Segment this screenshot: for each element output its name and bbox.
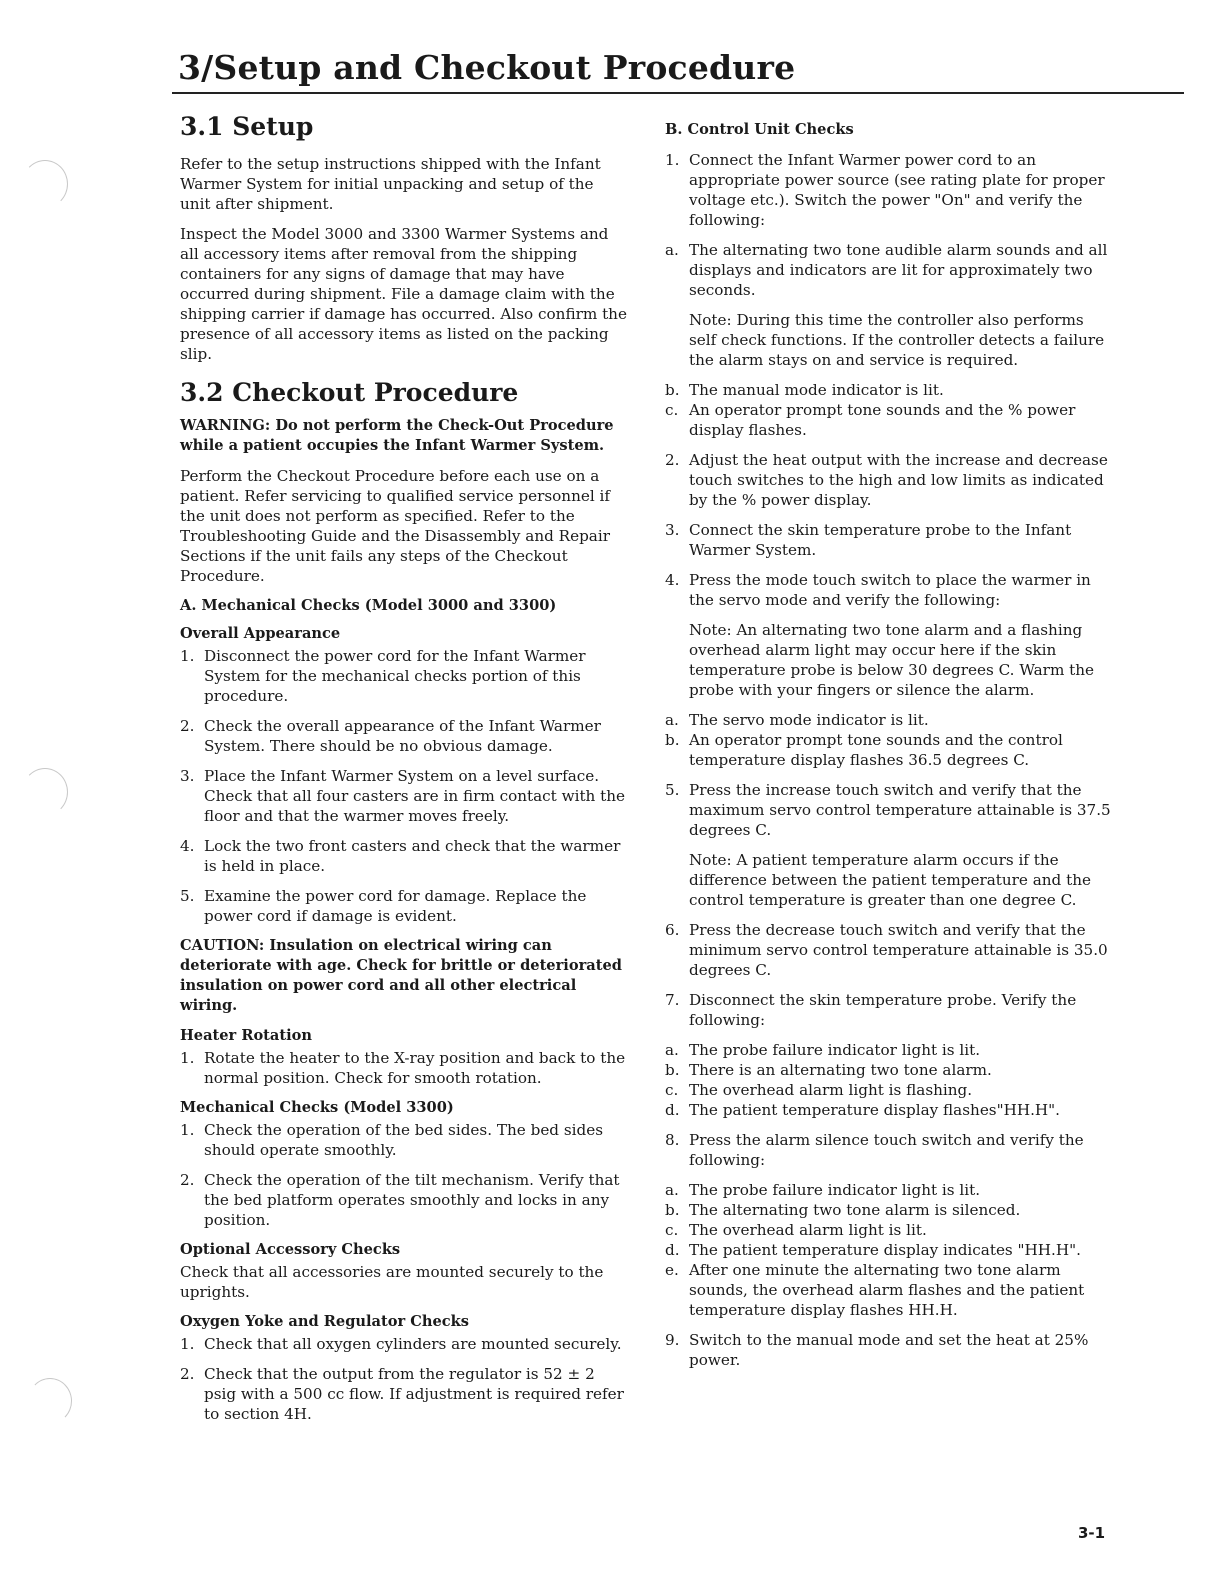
mechanical-checks-heading: A. Mechanical Checks (Model 3000 and 3300)	[180, 597, 557, 614]
step-item: 8. Press the alarm silence touch switch and verify the following:	[665, 1131, 1084, 1169]
list-item: 2. Check the overall appearance of the Infant Warmer System. There should be no obvious damage.	[180, 717, 601, 755]
list-item: 1. Check that all oxygen cylinders are mounted securely.	[180, 1335, 622, 1353]
step-item: 4. Press the mode touch switch to place the warmer in the servo mode and verify the following:	[665, 571, 1091, 609]
list-item: 1. Disconnect the power cord for the Infant Warmer System for the mechanical checks portion of this procedure.	[180, 647, 586, 705]
binder-hole-mark	[22, 768, 68, 816]
step-item: 1. Connect the Infant Warmer power cord to an appropriate power source (see rating plate for proper voltage etc.). Switch the power "On" and verify the following:	[665, 151, 1105, 229]
right-column	[665, 120, 1113, 1380]
sub-item: c. An operator prompt tone sounds and the % power display flashes.	[665, 401, 1076, 439]
sub-item: d. The patient temperature display flashes"HH.H".	[665, 1101, 1060, 1119]
sub-item: b. There is an alternating two tone alarm.	[665, 1061, 992, 1079]
optional-accessory-heading: Optional Accessory Checks	[180, 1241, 401, 1258]
sub-item: e. After one minute the alternating two tone alarm sounds, the overhead alarm flashes and the patient temperature display flashes HH.H.	[665, 1261, 1085, 1319]
setup-paragraph: Refer to the setup instructions shipped with the Infant Warmer System for initial unpacking and setup of the unit after shipment.	[180, 155, 601, 213]
step-item: 6. Press the decrease touch switch and verify that the minimum servo control temperature attainable is 35.0 degrees C.	[665, 921, 1108, 979]
control-unit-checks-heading: B. Control Unit Checks	[665, 121, 854, 138]
step-item: 5. Press the increase touch switch and verify that the maximum servo control temperature attainable is 37.5 degrees C.	[665, 781, 1111, 839]
list-item: 2. Check the operation of the tilt mechanism. Verify that the bed platform operates smoothly and locks in any position.	[180, 1171, 620, 1229]
step-item: 3. Connect the skin temperature probe to the Infant Warmer System.	[665, 521, 1072, 559]
list-item: 2. Check that the output from the regulator is 52 ± 2 psig with a 500 cc flow. If adjustment is required refer to section 4H.	[180, 1365, 624, 1423]
note-text: Note: During this time the controller also performs self check functions. If the controller detects a failure the alarm stays on and service is required.	[689, 311, 1105, 369]
sub-item: a. The alternating two tone audible alarm sounds and all displays and indicators are lit for approximately two seconds.	[665, 241, 1108, 299]
overall-appearance-heading: Overall Appearance	[180, 625, 341, 642]
step-item: 2. Adjust the heat output with the increase and decrease touch switches to the high and low limits as indicated by the % power display.	[665, 451, 1108, 509]
sub-item: c. The overhead alarm light is flashing.	[665, 1081, 973, 1099]
setup-paragraph: Inspect the Model 3000 and 3300 Warmer Systems and all accessory items after removal from the shipping containers for any signs of damage that may have occurred during shipment. File a damage claim with the shipping carrier if damage has occurred. Also confirm the presence of all accessory items as listed on the packing slip.	[180, 225, 627, 363]
sub-item: c. The overhead alarm light is lit.	[665, 1221, 927, 1239]
list-item: 3. Place the Infant Warmer System on a level surface. Check that all four casters are in firm contact with the floor and that the warmer moves freely.	[180, 767, 626, 825]
sub-item: b. The manual mode indicator is lit.	[665, 381, 944, 399]
list-item: 4. Lock the two front casters and check that the warmer is held in place.	[180, 837, 621, 875]
caution-text: CAUTION: Insulation on electrical wiring can deteriorate with age. Check for brittle or deteriorated insulation on power cord and all other electrical wiring.	[180, 937, 622, 1014]
setup-heading: 3.1 Setup	[180, 112, 314, 141]
title-rule	[172, 92, 1184, 94]
binder-hole-mark	[22, 160, 68, 208]
list-item: 1. Rotate the heater to the X-ray position and back to the normal position. Check for smooth rotation.	[180, 1049, 626, 1087]
sub-item: d. The patient temperature display indicates "HH.H".	[665, 1241, 1081, 1259]
step-item: 9. Switch to the manual mode and set the heat at 25% power.	[665, 1331, 1089, 1369]
sub-item: b. The alternating two tone alarm is silenced.	[665, 1201, 1021, 1219]
sub-item: a. The probe failure indicator light is lit.	[665, 1041, 981, 1059]
sub-item: a. The servo mode indicator is lit.	[665, 711, 929, 729]
sub-item: a. The probe failure indicator light is lit.	[665, 1181, 981, 1199]
optional-accessory-text: Check that all accessories are mounted securely to the uprights.	[180, 1263, 604, 1301]
oxygen-checks-heading: Oxygen Yoke and Regulator Checks	[180, 1313, 469, 1330]
warning-text: WARNING: Do not perform the Check-Out Procedure while a patient occupies the Infant Warmer System.	[180, 417, 614, 454]
sub-item: b. An operator prompt tone sounds and the control temperature display flashes 36.5 degrees C.	[665, 731, 1063, 769]
binder-hole-mark	[28, 1378, 72, 1424]
model-3300-checks-heading: Mechanical Checks (Model 3300)	[180, 1099, 454, 1116]
chapter-title: 3/Setup and Checkout Procedure	[178, 48, 796, 87]
page-number: 3-1	[1078, 1524, 1106, 1542]
checkout-heading: 3.2 Checkout Procedure	[180, 378, 519, 407]
note-text: Note: A patient temperature alarm occurs if the difference between the patient temperature and the control temperature is greater than one degree C.	[689, 851, 1091, 909]
step-item: 7. Disconnect the skin temperature probe. Verify the following:	[665, 991, 1077, 1029]
checkout-intro: Perform the Checkout Procedure before each use on a patient. Refer servicing to qualified service personnel if the unit does not perform as specified. Refer to the Troubleshooting Guide and the Disassembly and Repair Sections if the unit fails any steps of the Checkout Procedure.	[180, 467, 610, 585]
heater-rotation-heading: Heater Rotation	[180, 1027, 313, 1044]
note-text: Note: An alternating two tone alarm and a flashing overhead alarm light may occur here if the skin temperature probe is below 30 degrees C. Warm the probe with your fingers or silence the alarm.	[689, 621, 1095, 699]
list-item: 5. Examine the power cord for damage. Replace the power cord if damage is evident.	[180, 887, 587, 925]
left-column	[180, 112, 628, 1434]
list-item: 1. Check the operation of the bed sides. The bed sides should operate smoothly.	[180, 1121, 604, 1159]
